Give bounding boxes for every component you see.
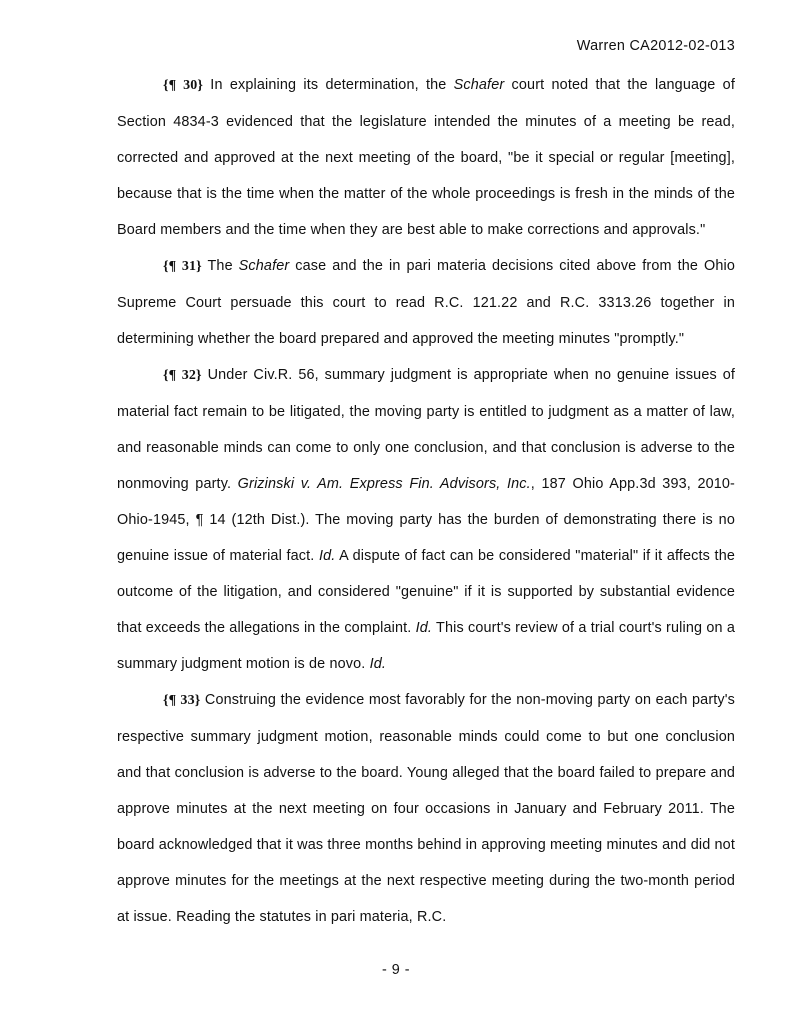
paragraph-text: court noted that the language of Section 4834-3 evidenced that the legislature intended the minutes of a meeting be read, corrected and approved at the next meeting of the board, "be it special or regular [meeting], because that is the time when the matter of the whole proceedings is fresh in the minds of the Board members and the time when they are best able to make corrections and approvals." — [117, 77, 735, 238]
paragraph-number: {¶ 33} — [163, 693, 201, 708]
paragraph-number: {¶ 31} — [163, 259, 202, 274]
paragraph — [117, 248, 735, 357]
citation-italic: Id. — [369, 656, 387, 672]
paragraph-text: Construing the evidence most favorably for the non-moving party on each party's respective summary judgment motion, reasonable minds could come to but one conclusion and that conclusion is adverse to the board. Young alleged that the board failed to prepare and approve minutes at the next meeting on four occasions in January and February 2011. The board acknowledged that it was three months behind in approving meeting minutes and did not approve minutes for the meetings at the next respective meeting during the two-month period at issue. Reading the statutes in pari materia, R.C. — [117, 692, 735, 925]
paragraph-number: {¶ 30} — [163, 78, 204, 93]
paragraph-text: In explaining its determination, the — [203, 77, 454, 93]
paragraph-text: case and the in pari materia decisions cited above from the Ohio Supreme Court persuade this court to read R.C. 121.22 and R.C. 3313.26 together in determining whether the board prepared and approved the meeting minutes "promptly." — [117, 258, 735, 347]
paragraph-text: The — [201, 258, 239, 274]
paragraph-text: A dispute of fact can be considered "material" if it affects the outcome of the litigation, and considered "genuine" if it is supported by substantial evidence that exceeds the allegations in the complaint. — [117, 548, 736, 636]
paragraph-text: Under Civ.R. 56, summary judgment is appropriate when no genuine issues of material fact remain to be litigated, the moving party is entitled to judgment as a matter of law, and reasonable minds can come to only one conclusion, and that conclusion is adverse to the nonmoving party. — [117, 367, 736, 492]
paragraph-text: , 187 Ohio App.3d 393, 2010-Ohio-1945, ¶ 14 (12th Dist.). The moving party has the burden of demonstrating there is no genuine issue of material fact. — [117, 476, 736, 564]
paragraph — [117, 682, 735, 935]
citation-italic: Schafer — [238, 258, 290, 274]
citation-italic: Id. — [318, 548, 336, 564]
citation-italic: Grizinski v. Am. Express Fin. Advisors, Inc. — [237, 476, 531, 492]
case-reference-header: Warren CA2012-02-013 — [576, 38, 735, 54]
paragraph — [117, 357, 735, 682]
paragraph — [117, 67, 735, 248]
opinion-body — [117, 67, 735, 935]
paragraph-number: {¶ 32} — [163, 368, 202, 383]
citation-italic: Id. — [415, 620, 433, 636]
page-number: - 9 - — [381, 962, 411, 978]
citation-italic: Schafer — [453, 77, 505, 93]
paragraph-text: This court's review of a trial court's ruling on a summary judgment motion is de novo. — [117, 620, 735, 672]
